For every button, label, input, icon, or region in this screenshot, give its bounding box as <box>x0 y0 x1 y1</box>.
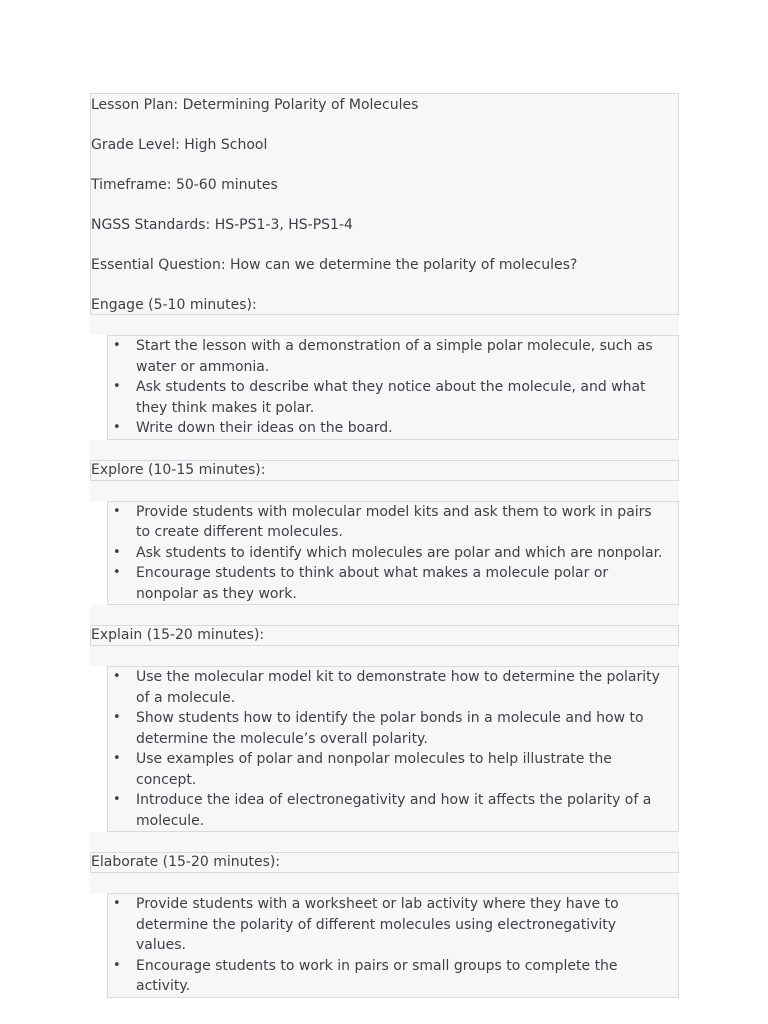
list-item: • Encourage students to work in pairs or small groups to complete the activity. <box>108 956 678 997</box>
grade-level: Grade Level: High School <box>91 137 268 153</box>
lesson-title: Lesson Plan: Determining Polarity of Molecules <box>91 97 419 113</box>
engage-list <box>107 335 679 440</box>
list-item: • Show students how to identify the polar bonds in a molecule and how to determine the molecule’s overall polarity. <box>108 708 678 749</box>
spacer <box>90 646 679 666</box>
list-item: • Use the molecular model kit to demonstrate how to determine the polarity of a molecule. <box>108 667 678 708</box>
elaborate-list <box>107 893 679 998</box>
list-item: • Use examples of polar and nonpolar molecules to help illustrate the concept. <box>108 749 678 790</box>
spacer <box>90 481 679 501</box>
elaborate-heading: Elaborate (15-20 minutes): <box>90 852 679 873</box>
spacer <box>90 873 679 893</box>
engage-heading: Engage (5-10 minutes): <box>91 297 257 313</box>
list-item: • Write down their ideas on the board. <box>108 418 678 439</box>
spacer <box>90 832 679 852</box>
ngss-standards: NGSS Standards: HS-PS1-3, HS-PS1-4 <box>91 217 353 233</box>
explore-heading: Explore (10-15 minutes): <box>90 460 679 481</box>
list-item: • Ask students to identify which molecules are polar and which are nonpolar. <box>108 543 678 564</box>
list-item: • Provide students with molecular model kits and ask them to work in pairs to create different molecules. <box>108 502 678 543</box>
explain-list <box>107 666 679 832</box>
list-item: • Provide students with a worksheet or lab activity where they have to determine the polarity of different molecules using electronegativity values. <box>108 894 678 956</box>
spacer <box>90 605 679 625</box>
spacer <box>90 315 679 335</box>
explain-heading: Explain (15-20 minutes): <box>90 625 679 646</box>
timeframe: Timeframe: 50-60 minutes <box>91 177 278 193</box>
list-item: • Encourage students to think about what makes a molecule polar or nonpolar as they work. <box>108 563 678 604</box>
essential-question: Essential Question: How can we determine the polarity of molecules? <box>91 257 578 273</box>
spacer <box>90 440 679 460</box>
list-item: • Introduce the idea of electronegativity and how it affects the polarity of a molecule. <box>108 790 678 831</box>
lesson-plan-document <box>90 93 679 998</box>
explore-list <box>107 501 679 606</box>
list-item: • Ask students to describe what they notice about the molecule, and what they think makes it polar. <box>108 377 678 418</box>
list-item: • Start the lesson with a demonstration of a simple polar molecule, such as water or ammonia. <box>108 336 678 377</box>
intro-block <box>90 93 679 315</box>
